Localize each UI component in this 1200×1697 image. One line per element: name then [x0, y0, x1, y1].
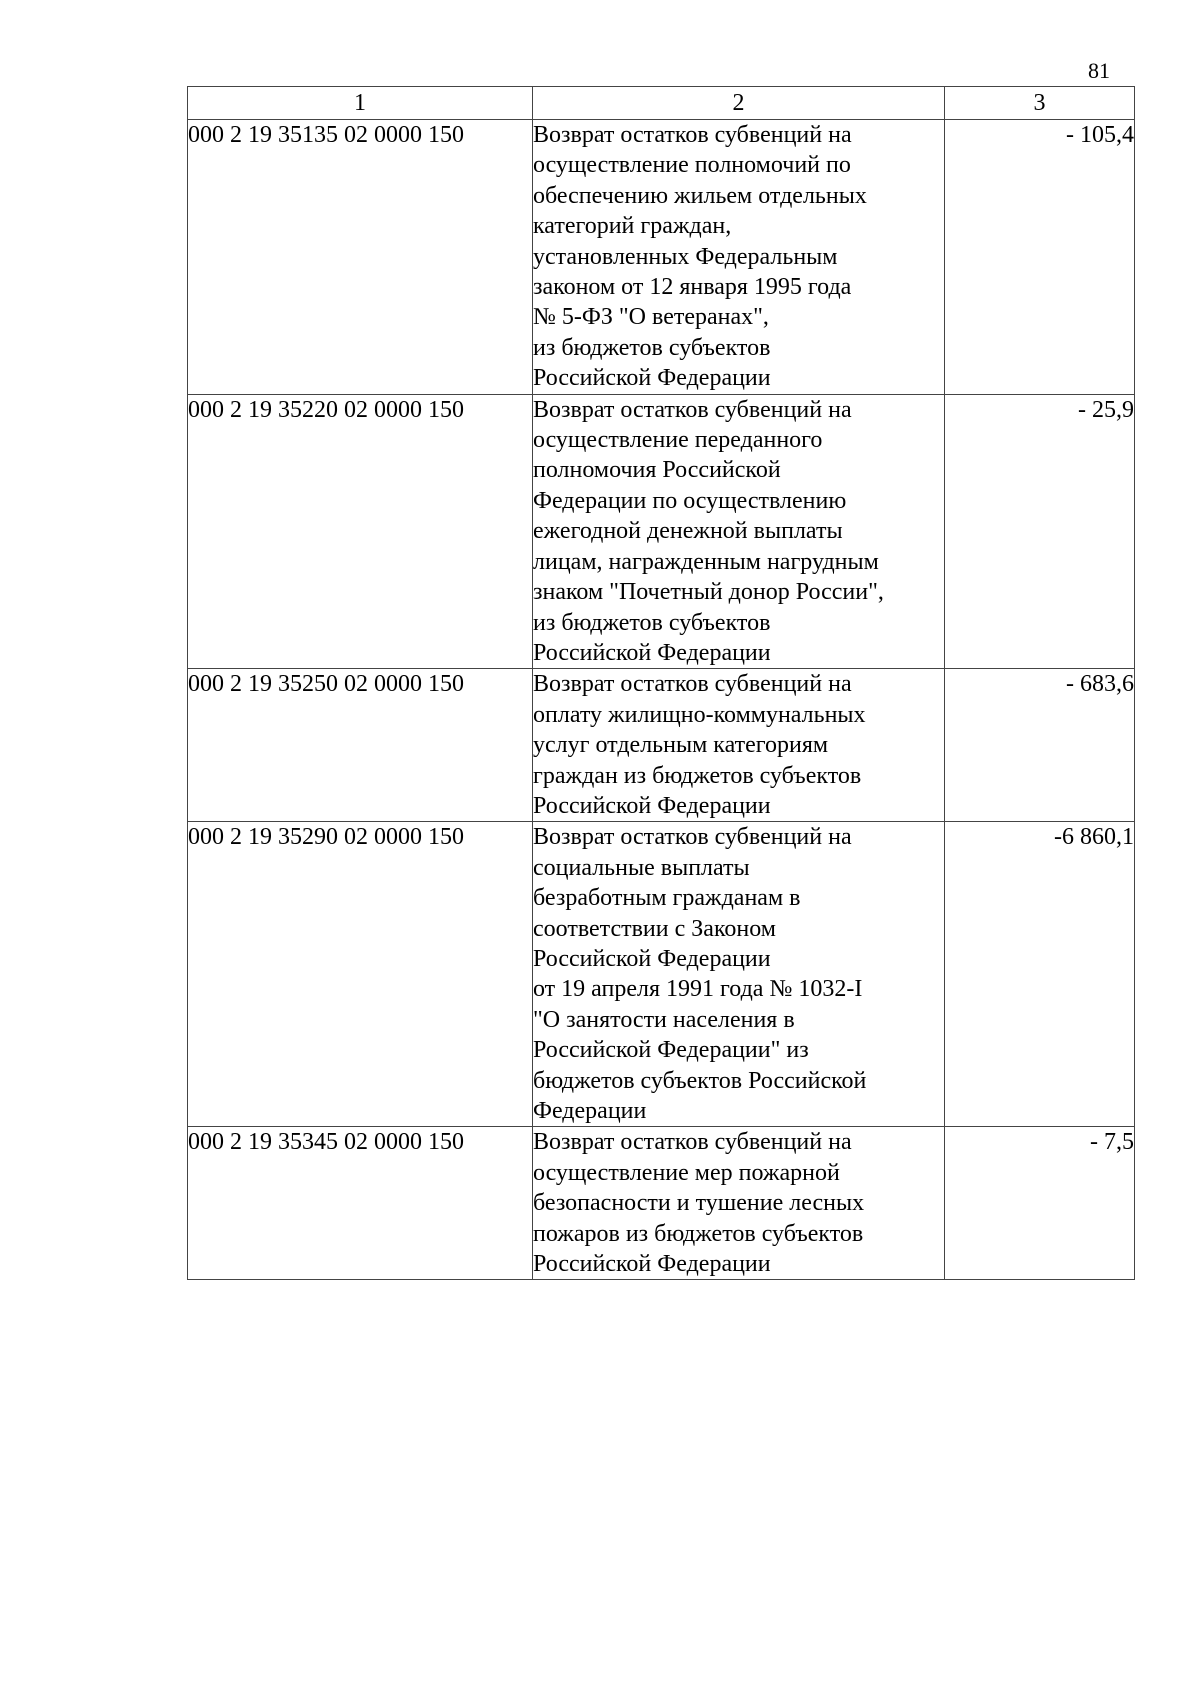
revenue-description: [533, 120, 945, 395]
description-line: Возврат остатков субвенций на: [533, 122, 852, 148]
column-header-3: 3: [945, 87, 1135, 120]
table-header-row: [188, 87, 1135, 120]
table-row: [188, 669, 1135, 822]
description-line: ежегодной денежной выплаты: [533, 518, 843, 545]
description-line: установленных Федеральным: [533, 243, 838, 270]
description-line: граждан из бюджетов субъектов: [533, 762, 862, 789]
column-header-2: 2: [533, 87, 945, 120]
description-line: Российской Федерации: [533, 365, 771, 392]
description-line: осуществление полномочий по: [533, 152, 851, 179]
description-line: Российской Федерации: [533, 945, 771, 972]
budget-code: 000 2 19 35345 02 0000 150: [188, 1127, 533, 1280]
budget-code: 000 2 19 35250 02 0000 150: [188, 669, 533, 822]
description-line: от 19 апреля 1991 года № 1032-I: [533, 976, 863, 1003]
table-row: [188, 822, 1135, 1127]
amount-value: - 105,4: [945, 120, 1135, 395]
description-line: безработным гражданам в: [533, 885, 801, 912]
description-line: обеспечению жильем отдельных: [533, 182, 867, 209]
description-line: Федерации по осуществлению: [533, 487, 847, 514]
description-line: оплату жилищно-коммунальных: [533, 701, 866, 728]
description-line: осуществление мер пожарной: [533, 1159, 840, 1186]
description-line: Возврат остатков субвенций на: [533, 1129, 852, 1156]
description-line: из бюджетов субъектов: [533, 609, 771, 636]
description-line: пожаров из бюджетов субъектов: [533, 1220, 864, 1247]
table-row: [188, 1127, 1135, 1280]
description-line: Возврат остатков субвенций на: [533, 824, 852, 851]
description-line: полномочия Российской: [533, 457, 781, 484]
amount-value: - 683,6: [945, 669, 1135, 822]
revenue-description: [533, 669, 945, 822]
description-line: Федерации: [533, 1098, 647, 1124]
budget-code: 000 2 19 35290 02 0000 150: [188, 822, 533, 1127]
description-line: осуществление переданного: [533, 427, 823, 454]
description-line: соответствии с Законом: [533, 915, 776, 942]
description-line: категорий граждан,: [533, 213, 732, 240]
description-line: социальные выплаты: [533, 854, 750, 881]
budget-table: [187, 86, 1135, 1280]
description-line: Российской Федерации: [533, 1251, 771, 1278]
description-line: бюджетов субъектов Российской: [533, 1067, 867, 1094]
description-line: из бюджетов субъектов: [533, 334, 771, 361]
amount-value: - 25,9: [945, 394, 1135, 669]
table-row: [188, 394, 1135, 669]
description-line: услуг отдельным категориям: [533, 732, 829, 759]
table-body: [188, 120, 1135, 1280]
revenue-description: [533, 394, 945, 669]
description-line: Возврат остатков субвенций на: [533, 671, 852, 698]
budget-code: 000 2 19 35220 02 0000 150: [188, 394, 533, 669]
description-line: "О занятости населения в: [533, 1006, 795, 1033]
description-line: Возврат остатков субвенций на: [533, 396, 852, 423]
description-line: безопасности и тушение лесных: [533, 1190, 865, 1217]
page-number: 81: [1088, 58, 1110, 83]
amount-value: - 7,5: [945, 1127, 1135, 1280]
description-line: законом от 12 января 1995 года: [533, 274, 852, 301]
description-line: Российской Федерации" из: [533, 1037, 809, 1064]
table-row: [188, 120, 1135, 395]
amount-value: -6 860,1: [945, 822, 1135, 1127]
description-line: № 5-ФЗ "О ветеранах",: [533, 304, 769, 331]
revenue-description: [533, 1127, 945, 1280]
revenue-description: [533, 822, 945, 1127]
description-line: знаком "Почетный донор России",: [533, 579, 884, 606]
column-header-1: 1: [188, 87, 533, 120]
budget-code: 000 2 19 35135 02 0000 150: [188, 120, 533, 395]
description-line: лицам, награжденным нагрудным: [533, 548, 879, 575]
description-line: Российской Федерации: [533, 639, 771, 666]
description-line: Российской Федерации: [533, 792, 771, 819]
